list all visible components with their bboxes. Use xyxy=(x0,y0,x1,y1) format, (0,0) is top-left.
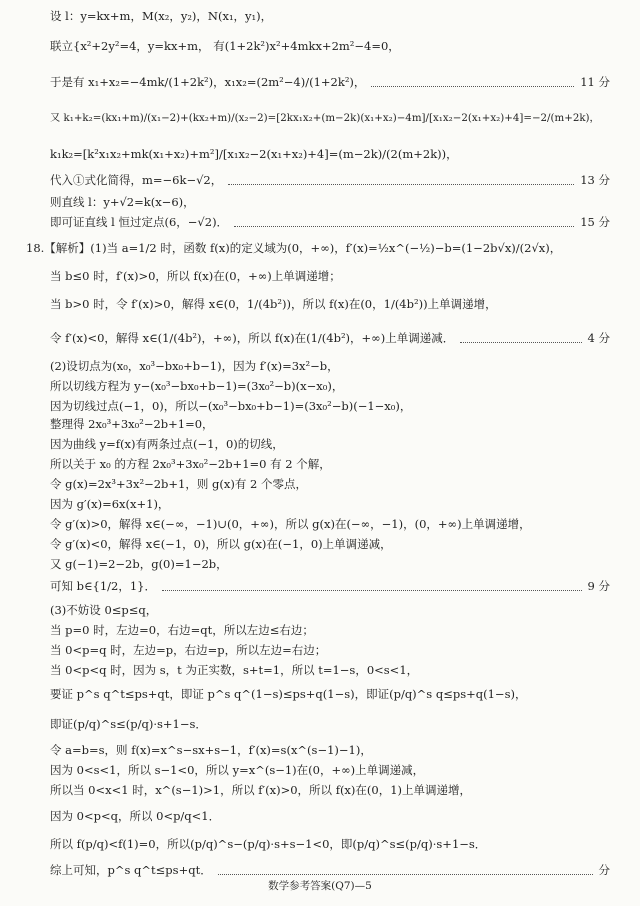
line-text: 令 a=b=s，则 f(x)=x^s−sx+s−1，f′(x)=s(x^(s−1)−1)， xyxy=(50,743,372,757)
line-text: 因为 0<p<q，所以 0<p/q<1． xyxy=(50,809,221,823)
line-text: 令 g(x)=2x³+3x²−2b+1，则 g(x)有 2 个零点， xyxy=(50,477,307,491)
answer-line xyxy=(50,398,610,414)
line-text: 代入①式化简得，m=−6k−√2， xyxy=(50,173,223,187)
page-footer: 数学参考答案(Q7)—5 xyxy=(268,880,372,892)
answer-line xyxy=(50,716,610,732)
answer-line xyxy=(50,642,610,658)
line-text: 又 k₁+k₂=(kx₁+m)/(x₁−2)+(kx₂+m)/(x₂−2)=[2kx₁x₂+(m−2k)(x₁+x₂)−4m]/[x₁x₂−2(x₁+x₂)+4]=−2/(m+2k)， xyxy=(50,112,600,124)
answer-line xyxy=(50,8,610,24)
line-text: 当 p=0 时，左边=0，右边=qt，所以左边≤右边； xyxy=(50,623,314,637)
answer-line xyxy=(50,456,610,472)
line-text: 要证 p^s q^t≤ps+qt，即证 p^s q^(1−s)≤ps+q(1−s)，即证(p/q)^s q≤ps+q(1−s)， xyxy=(50,687,527,701)
score-label: 分 xyxy=(598,863,610,877)
answer-line xyxy=(50,742,610,758)
line-text: (3)不妨设 0≤p≤q， xyxy=(50,603,158,617)
leader-dots xyxy=(460,334,581,343)
line-text: 因为切线过点(−1，0)，所以−(x₀³−bx₀+b−1)=(3x₀²−b)(−1−x₀)， xyxy=(50,399,412,413)
line-text: 即可证直线 l 恒过定点(6，−√2)． xyxy=(50,215,229,229)
answer-line xyxy=(50,808,610,824)
line-text: 又 g(−1)=2−2b，g(0)=1−2b， xyxy=(50,557,228,571)
answer-line xyxy=(50,476,610,492)
answer-line xyxy=(50,38,610,54)
answer-line xyxy=(50,836,610,852)
leader-dots xyxy=(218,866,593,875)
answer-line xyxy=(50,602,610,618)
line-text: 当 0<p<q 时，因为 s，t 为正实数，s+t=1，所以 t=1−s，0<s<1， xyxy=(50,663,419,677)
leader-dots xyxy=(234,218,574,227)
answer-line xyxy=(50,110,610,126)
answer-line xyxy=(50,516,610,532)
line-text: 18.【解析】(1)当 a=1/2 时，函数 f(x)的定义域为(0，+∞)，f′(x)=½x^(−½)−b=(1−2b√x)/(2√x)， xyxy=(26,241,562,255)
line-text: 当 b>0 时，令 f′(x)>0，解得 x∈(0，1/(4b²))，所以 f(x)在(0，1/(4b²))上单调递增， xyxy=(50,297,497,311)
answer-line xyxy=(50,662,610,678)
score-label: 4 分 xyxy=(587,331,610,345)
line-text: 综上可知，p^s q^t≤ps+qt． xyxy=(50,863,212,877)
answer-line xyxy=(50,74,610,90)
answer-line xyxy=(26,240,610,256)
answer-line xyxy=(50,330,610,346)
answer-line xyxy=(50,536,610,552)
answer-line xyxy=(50,194,610,210)
line-text: 设 l：y=kx+m，M(x₂，y₂)，N(x₁，y₁)， xyxy=(50,9,273,23)
line-text: 可知 b∈{1/2，1}． xyxy=(50,579,156,593)
line-text: 因为曲线 y=f(x)有两条过点(−1，0)的切线， xyxy=(50,437,284,451)
line-text: 当 0<p=q 时，左边=p，右边=p，所以左边=右边； xyxy=(50,643,327,657)
answer-line xyxy=(50,296,610,312)
answer-line xyxy=(50,436,610,452)
line-text: 于是有 x₁+x₂=−4mk/(1+2k²)，x₁x₂=(2m²−4)/(1+2k²)， xyxy=(50,75,366,89)
line-text: 因为 0<s<1，所以 s−1<0，所以 y=x^(s−1)在(0，+∞)上单调递减， xyxy=(50,763,425,777)
answer-line xyxy=(50,416,610,432)
line-text: 令 f′(x)<0，解得 x∈(1/(4b²)，+∞)，所以 f(x)在(1/(4b²)，+∞)上单调递减． xyxy=(50,331,455,345)
line-text: 令 g′(x)<0，解得 x∈(−1，0)，所以 g(x)在(−1，0)上单调递减， xyxy=(50,537,392,551)
leader-dots xyxy=(162,582,582,591)
answer-line xyxy=(50,762,610,778)
line-text: 整理得 2x₀³+3x₀²−2b+1=0， xyxy=(50,417,214,431)
line-text: 即证(p/q)^s≤(p/q)·s+1−s． xyxy=(50,717,207,731)
score-label: 9 分 xyxy=(587,579,610,593)
line-text: 当 b≤0 时，f′(x)>0，所以 f(x)在(0，+∞)上单调递增； xyxy=(50,269,341,283)
answer-line xyxy=(50,556,610,572)
line-text: (2)设切点为(x₀，x₀³−bx₀+b−1)，因为 f′(x)=3x²−b， xyxy=(50,359,339,373)
line-text: 所以切线方程为 y−(x₀³−bx₀+b−1)=(3x₀²−b)(x−x₀)， xyxy=(50,379,344,393)
answer-line xyxy=(50,622,610,638)
answer-line xyxy=(50,496,610,512)
line-text: 联立{x²+2y²=4，y=kx+m， 有(1+2k²)x²+4mkx+2m²−4=0， xyxy=(50,39,400,53)
answer-line xyxy=(50,146,610,162)
answer-line xyxy=(50,862,610,878)
answer-line xyxy=(50,172,610,188)
answer-line xyxy=(50,686,610,702)
leader-dots xyxy=(228,176,574,185)
answer-line xyxy=(50,268,610,284)
answer-line xyxy=(50,214,610,230)
answer-line xyxy=(50,358,610,374)
line-text: 令 g′(x)>0，解得 x∈(−∞，−1)∪(0，+∞)，所以 g(x)在(−∞，−1)，(0，+∞)上单调递增， xyxy=(50,517,531,531)
line-text: 因为 g′(x)=6x(x+1)， xyxy=(50,497,170,511)
line-text: 所以关于 x₀ 的方程 2x₀³+3x₀²−2b+1=0 有 2 个解， xyxy=(50,457,331,471)
score-label: 15 分 xyxy=(580,215,610,229)
line-text: 所以 f(p/q)<f(1)=0，所以(p/q)^s−(p/q)·s+s−1<0，即(p/q)^s≤(p/q)·s+1−s． xyxy=(50,837,487,851)
score-label: 13 分 xyxy=(580,173,610,187)
answer-line xyxy=(50,782,610,798)
line-text: 则直线 l：y+√2=k(x−6)， xyxy=(50,195,195,209)
line-text: 所以当 0<x<1 时，x^(s−1)>1，所以 f′(x)>0，所以 f(x)在(0，1)上单调递增， xyxy=(50,783,472,797)
answer-line xyxy=(50,378,610,394)
answer-line xyxy=(50,578,610,594)
line-text: k₁k₂=[k²x₁x₂+mk(x₁+x₂)+m²]/[x₁x₂−2(x₁+x₂)+4]=(m−2k)/(2(m+2k))， xyxy=(50,147,458,161)
score-label: 11 分 xyxy=(580,75,610,89)
leader-dots xyxy=(371,78,574,87)
